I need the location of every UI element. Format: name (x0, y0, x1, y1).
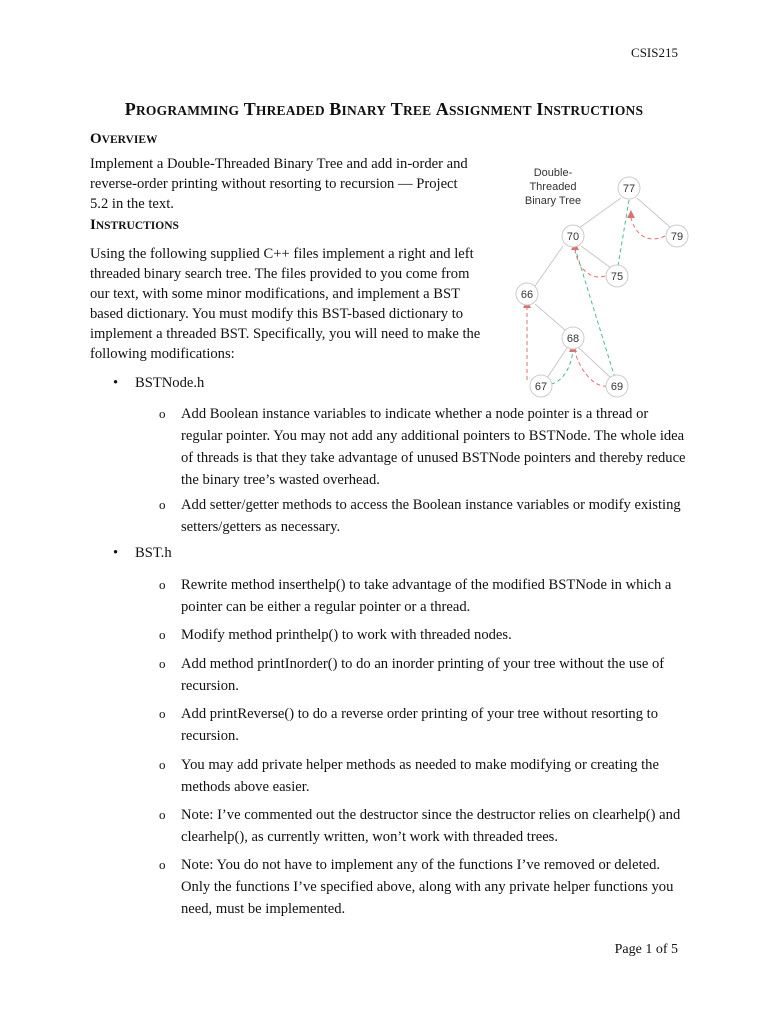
tree-node-label: 75 (610, 271, 624, 283)
instructions-line: implement a threaded BST. Specifically, you will need to make the (90, 326, 481, 342)
edge-68-69 (579, 348, 611, 378)
tree-node-label: 79 (670, 231, 684, 243)
diagram-label-line: Threaded (529, 181, 577, 193)
bullet-symbol: • (113, 545, 119, 561)
sub-item-text: You may add private helper methods as needed to make modifying or creating the methods above easier. (181, 757, 659, 795)
overview-heading: OVERVIEW (90, 131, 158, 147)
tree-node (606, 375, 628, 397)
threaded-tree-diagram (505, 160, 705, 405)
sub-marker: o (159, 857, 166, 872)
page-title: PROGRAMMING THREADED BINARY TREE ASSIGNMENT INSTRUCTIONS (124, 99, 644, 119)
sub-marker: o (159, 406, 166, 421)
bullet-bst-label: BST.h (135, 545, 172, 561)
sub-marker: o (159, 497, 166, 512)
thread-69-to-68 (575, 350, 607, 386)
instructions-paragraph (90, 244, 480, 364)
tree-edges (535, 198, 671, 378)
thread-69-to-70 (575, 248, 615, 378)
edge-70-66 (535, 246, 563, 286)
tree-node (562, 225, 584, 247)
edge-77-70 (579, 198, 621, 228)
diagram-label-line: Binary Tree (524, 195, 582, 207)
diagram-label (525, 167, 581, 207)
overview-line: Implement a Double-Threaded Binary Tree and add in-order and (90, 156, 468, 172)
sub-marker: o (159, 577, 166, 592)
thread-links (527, 200, 665, 386)
instructions-line: our text, with some minor modifications, and implement a BST (90, 286, 461, 302)
instructions-heading: INSTRUCTIONS (90, 217, 179, 233)
tree-node-label: 67 (534, 381, 548, 393)
sub-marker: o (159, 807, 166, 822)
instructions-line: following modifications: (90, 346, 235, 362)
sub-item-text: Add Boolean instance variables to indicate whether a node pointer is a thread or regular pointer. You may not add any additional pointers to BSTNode. The whole idea of threads is that they take advantage of unused BSTNode pointers and thereby reduce the binary tree’s wasted overhead. (181, 406, 686, 488)
sub-item-text: Add method printInorder() to do an inorder printing of your tree without the use of recursion. (181, 656, 665, 694)
edge-77-79 (637, 198, 671, 228)
tree-node-label: 77 (622, 183, 636, 195)
arrowhead (627, 210, 635, 218)
sub-item-text: Note: You do not have to implement any of the functions I’ve removed or deleted. Only the functions I’ve specified above, along with any private helper functions you need, must be implemented. (181, 857, 674, 917)
sub-marker: o (159, 706, 166, 721)
sub-item-text: Add setter/getter methods to access the Boolean instance variables or modify existing setters/getters as necessary. (181, 497, 681, 535)
tree-node (530, 375, 552, 397)
sub-marker: o (159, 757, 166, 772)
instructions-line: based dictionary. You must modify this BST-based dictionary to (90, 306, 464, 322)
tree-node (562, 327, 584, 349)
edge-70-75 (581, 246, 611, 268)
tree-node (618, 177, 640, 199)
overview-line: 5.2 in the text. (90, 196, 174, 212)
course-code: CSIS215 (631, 45, 678, 60)
overview-line: reverse-order printing without resorting to recursion — Project (90, 176, 458, 192)
page-number: Page 1 of 5 (614, 942, 678, 957)
instructions-line: threaded binary search tree. The files provided to you come from (90, 266, 470, 282)
instructions-line: Using the following supplied C++ files implement a right and left (90, 246, 474, 262)
tree-node-label: 68 (566, 333, 580, 345)
tree-node (606, 265, 628, 287)
thread-75-to-77 (618, 200, 629, 266)
edge-68-67 (547, 348, 567, 378)
tree-node (516, 283, 538, 305)
tree-node-label: 70 (566, 231, 580, 243)
thread-79-to-77 (631, 218, 665, 239)
bullet-bstnode-label: BSTNode.h (135, 375, 205, 391)
diagram-label-line: Double- (533, 167, 573, 179)
sub-item-text: Rewrite method inserthelp() to take advantage of the modified BSTNode in which a pointer can be either a regular pointer or a thread. (181, 577, 672, 615)
sub-marker: o (159, 627, 166, 642)
tree-node-label: 66 (520, 289, 534, 301)
sub-marker: o (159, 656, 166, 671)
tree-node-label: 69 (610, 381, 624, 393)
bullet-symbol: • (113, 375, 119, 391)
sub-item-text: Add printReverse() to do a reverse order printing of your tree without resorting to recursion. (181, 706, 658, 744)
overview-paragraph (90, 154, 468, 214)
tree-node (666, 225, 688, 247)
edge-66-68 (535, 304, 565, 330)
sub-item-text: Modify method printhelp() to work with threaded nodes. (181, 627, 512, 643)
sub-item-text: Note: I’ve commented out the destructor since the destructor relies on clearhelp() and clearhelp(), as currently written, won’t work with threaded trees. (181, 807, 681, 845)
